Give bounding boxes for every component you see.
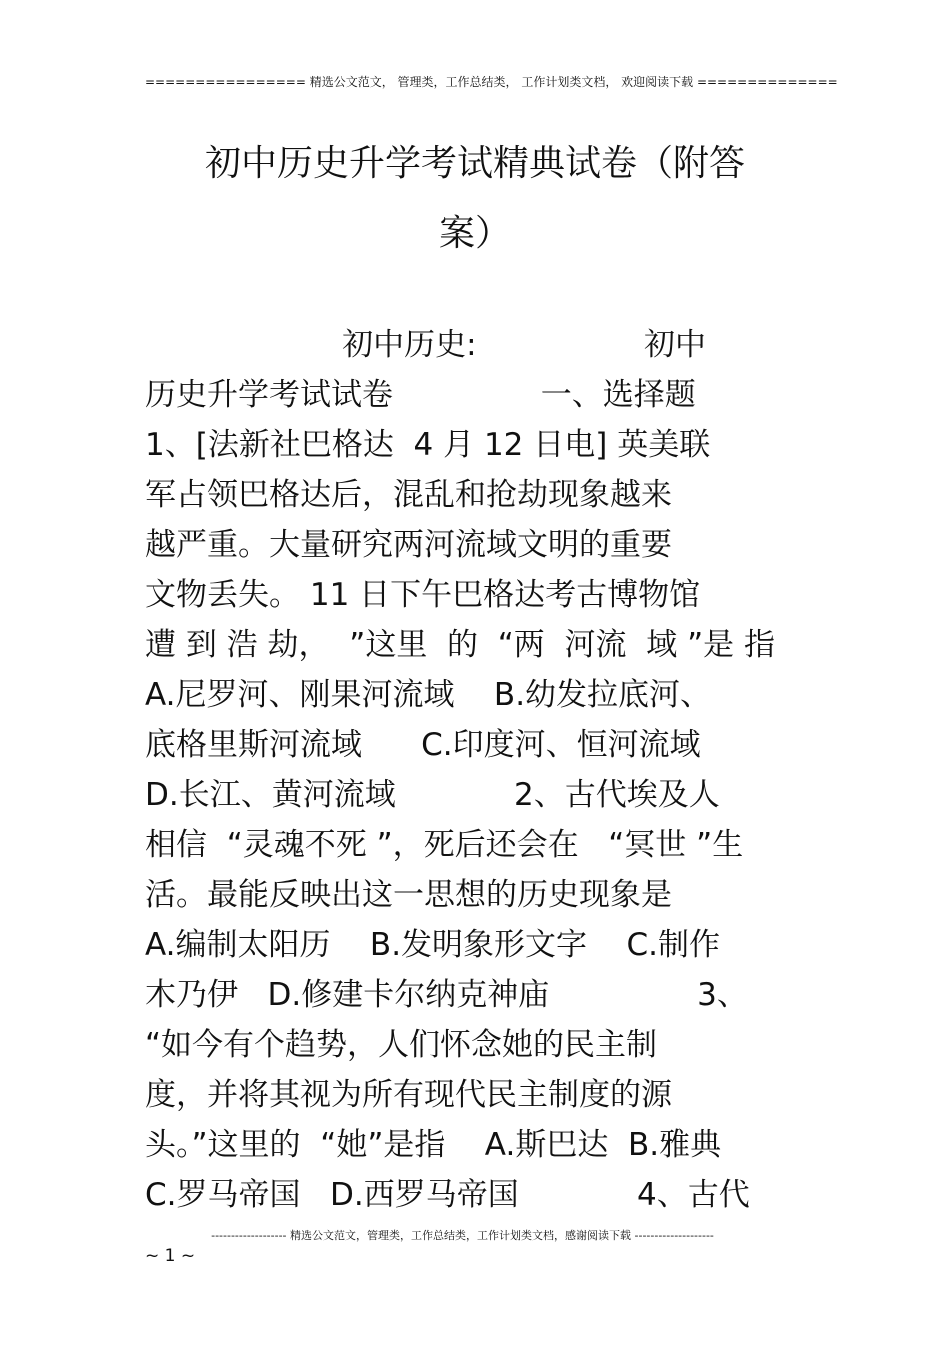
body-line: 遭 到 浩 劫， ”这里 的 “两 河流 域 ”是 指 (145, 627, 775, 663)
page-header: ================ 精选公文范文， 管理类，工作总结类， 工作计划类文档， 欢迎阅读下载 ============== (145, 75, 838, 89)
body-line: 底格里斯河流域 C.印度河、恒河流域 (145, 727, 701, 763)
body-line: 相信 “灵魂不死 ”，死后还会在 “冥世 ”生 (145, 827, 744, 863)
body-line: A.尼罗河、刚果河流域 B.幼发拉底河、 (145, 677, 712, 713)
body-line: D.长江、黄河流域 2、古代埃及人 (145, 777, 720, 813)
body-line: 历史升学考试试卷 一、选择题 (145, 377, 696, 413)
body-line: 越严重。大量研究两河流域文明的重要 (145, 527, 672, 563)
page-footer: ------------------- 精选公文范文，管理类，工作总结类，工作计划类文档，感谢阅读下载 -------------------- (211, 1229, 714, 1242)
body-line: 1、[法新社巴格达 4 月 12 日电] 英美联 (145, 427, 711, 463)
body-line: 木乃伊 D.修建卡尔纳克神庙 3、 (145, 977, 748, 1013)
body-line: 文物丢失。 11 日下午巴格达考古博物馆 (145, 577, 701, 613)
document-title-line-1: 初中历史升学考试精典试卷（附答 (204, 143, 745, 184)
body-line: “如今有个趋势，人们怀念她的民主制 (145, 1027, 658, 1063)
body-line: 头。”这里的 “她”是指 A.斯巴达 B.雅典 (145, 1127, 722, 1163)
body-line: 度，并将其视为所有现代民主制度的源 (145, 1077, 672, 1113)
page-number: ~ 1 ~ (145, 1246, 196, 1266)
body-line: 初中历史: 初中 (145, 327, 707, 363)
document-title-line-2: 案） (438, 213, 511, 254)
body-line: A.编制太阳历 B.发明象形文字 C.制作 (145, 927, 720, 963)
body-line: C.罗马帝国 D.西罗马帝国 4、古代 (145, 1177, 750, 1213)
body-line: 活。最能反映出这一思想的历史现象是 (145, 877, 672, 913)
body-line: 军占领巴格达后，混乱和抢劫现象越来 (145, 477, 672, 513)
